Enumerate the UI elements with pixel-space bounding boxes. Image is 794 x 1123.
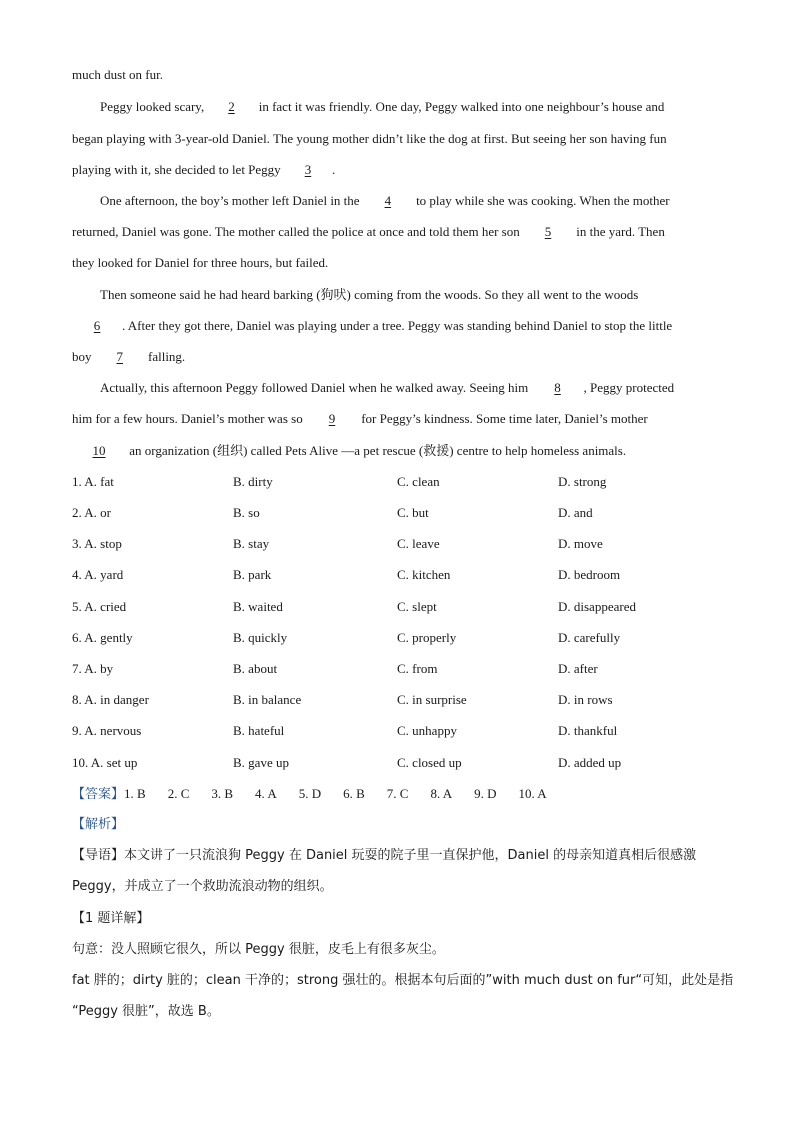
blank-2: 2 [228,99,235,114]
option-b: B. hateful [233,723,285,738]
question-row [72,629,722,647]
option-b: B. about [233,661,278,676]
option-a: 4. A. yard [72,567,124,582]
option-d: D. carefully [558,630,621,645]
blank-10: 10 [92,443,106,458]
passage-line: him for a few hours. Daniel’s mother was so 9 for Peggy’s kindness. Some time later, Daniel’s mother [72,411,648,426]
passage-line: began playing with 3-year-old Daniel. The young mother didn’t like the dog at first. But seeing her son having fun [72,131,667,146]
option-b: B. waited [233,599,283,614]
answer-key [72,785,569,804]
option-a: 7. A. by [72,661,114,676]
option-d: D. in rows [558,692,613,707]
answer-item: 7. C [386,786,409,801]
option-c: C. leave [397,536,440,551]
option-c: C. kitchen [397,567,451,582]
option-d: D. strong [558,474,607,489]
option-d: D. bedroom [558,567,621,582]
question-row [72,535,722,553]
option-b: B. stay [233,536,270,551]
blank-5: 5 [544,224,552,239]
passage-line: One afternoon, the boy’s mother left Daniel in the 4 to play while she was cooking. When the mother [100,193,670,208]
q1-explanation: fat 胖的；dirty 脏的；clean 干净的；strong 强壮的。根据本句后面的”with much dust on fur“可知，此处是指 [72,973,734,988]
option-a: 2. A. or [72,505,111,520]
question-row [72,504,722,522]
passage-line: 10 an organization (组织) called Pets Alive —a pet rescue (救援) centre to help homeless animals. [72,442,722,460]
passage-line: Actually, this afternoon Peggy followed Daniel when he walked away. Seeing him 8 , Peggy protected [100,380,675,395]
blank-7: 7 [116,349,123,364]
q1-meaning: 句意：没人照顾它很久，所以 Peggy 很脏，皮毛上有很多灰尘。 [72,942,445,957]
passage-line: returned, Daniel was gone. The mother called the police at once and told them her son 5 in the yard. Then [72,224,665,239]
option-b: B. gave up [233,755,289,770]
passage-line: Then someone said he had heard barking (狗吠) coming from the woods. So they all went to the woods [100,287,639,302]
answer-item: 6. B [343,786,365,801]
option-c: C. clean [397,474,440,489]
option-d: D. and [558,505,593,520]
option-d: D. after [558,661,598,676]
blank-6: 6 [93,318,101,333]
option-a: 3. A. stop [72,536,122,551]
passage-line: 6 . After they got there, Daniel was playing under a tree. Peggy was standing behind Daniel to stop the little [72,317,722,335]
question-row [72,660,722,678]
question-row [72,722,722,740]
passage-line: boy 7 falling. [72,349,186,364]
passage-line: Peggy looked scary, 2 in fact it was friendly. One day, Peggy walked into one neighbour’s house and [100,99,665,114]
question-row [72,754,722,772]
option-b: B. quickly [233,630,288,645]
answer-item: 8. A [430,786,453,801]
option-a: 10. A. set up [72,755,138,770]
option-b: B. park [233,567,272,582]
option-c: C. slept [397,599,437,614]
option-a: 8. A. in danger [72,692,149,707]
analysis-intro: 【导语】本文讲了一只流浪狗 Peggy 在 Daniel 玩耍的院子里一直保护他，Daniel 的母亲知道真相后很感激 [72,848,697,863]
option-b: B. in balance [233,692,302,707]
option-b: B. so [233,505,260,520]
question-row [72,598,722,616]
option-c: C. unhappy [397,723,457,738]
blank-4: 4 [384,193,392,208]
answer-item: 9. D [474,786,497,801]
analysis-intro: Peggy，并成立了一个救助流浪动物的组织。 [72,879,333,894]
blank-9: 9 [328,411,336,426]
option-d: D. move [558,536,603,551]
q1-explanation: “Peggy 很脏”，故选 B。 [72,1004,220,1019]
passage-line: playing with it, she decided to let Peggy 3 . [72,162,336,177]
answer-item: 3. B [211,786,234,801]
option-d: D. disappeared [558,599,636,614]
question-row [72,691,722,709]
answer-item: 10. A [518,786,547,801]
blank-3: 3 [304,162,312,177]
option-c: C. in surprise [397,692,467,707]
answer-item: 2. C [167,786,190,801]
option-d: D. thankful [558,723,618,738]
option-c: C. closed up [397,755,462,770]
question-row [72,566,722,584]
option-a: 5. A. cried [72,599,127,614]
answer-item: 4. A [255,786,277,801]
option-a: 9. A. nervous [72,723,142,738]
q1-heading: 【1 题详解】 [72,911,150,926]
option-a: 1. A. fat [72,474,114,489]
answer-item: 1. B [124,786,146,801]
answer-item: 5. D [298,786,322,801]
option-c: C. properly [397,630,457,645]
option-c: C. but [397,505,429,520]
passage-line: they looked for Daniel for three hours, but failed. [72,255,329,270]
option-c: C. from [397,661,438,676]
answer-tag: 【答案】 [72,787,125,802]
passage-line: much dust on fur. [72,67,163,82]
option-a: 6. A. gently [72,630,133,645]
option-d: D. added up [558,755,622,770]
option-b: B. dirty [233,474,273,489]
blank-8: 8 [554,380,561,395]
question-row [72,473,722,491]
analysis-heading: 【解析】 [72,817,125,832]
